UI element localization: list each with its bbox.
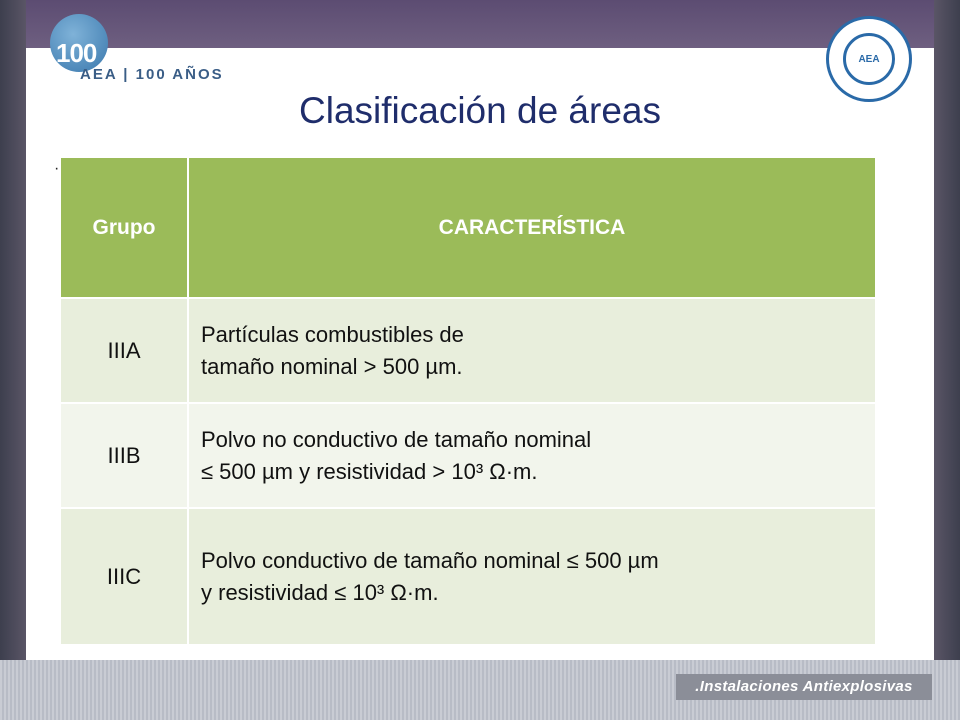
table-row [61, 298, 876, 403]
group-cell: IIIB [61, 403, 188, 508]
characteristic-cell [188, 508, 876, 645]
characteristic-cell [188, 403, 876, 508]
logo-text: AEA | 100 AÑOS [80, 66, 224, 83]
table-row [61, 508, 876, 645]
characteristic-line: y resistividad ≤ 10³ Ω·m. [201, 579, 439, 605]
logo-number: 100 [56, 38, 97, 68]
footer-label: .Instalaciones Antiexplosivas [676, 674, 932, 700]
slide-title: Clasificación de áreas [299, 90, 661, 131]
seal-text: AEA [858, 54, 880, 65]
characteristic-cell [188, 298, 876, 403]
group-cell: IIIA [61, 298, 188, 403]
characteristic-line: ≤ 500 µm y resistividad > 10³ Ω·m. [201, 458, 538, 484]
classification-table [61, 158, 877, 646]
header-caracteristica: CARACTERÍSTICA [188, 158, 876, 298]
bullet-mark: · [54, 160, 60, 177]
characteristic-line: Polvo no conductivo de tamaño nominal [201, 426, 592, 452]
table-row [61, 403, 876, 508]
header-grupo: Grupo [61, 158, 188, 298]
seal-gear-icon [843, 33, 895, 85]
table-header-row [61, 158, 876, 298]
aea-100-logo [50, 14, 240, 88]
group-cell: IIIC [61, 508, 188, 645]
characteristic-line: Polvo conductivo de tamaño nominal ≤ 500 µm [201, 547, 659, 573]
characteristic-line: tamaño nominal > 500 µm. [201, 353, 463, 379]
characteristic-line: Partículas combustibles de [201, 321, 464, 347]
